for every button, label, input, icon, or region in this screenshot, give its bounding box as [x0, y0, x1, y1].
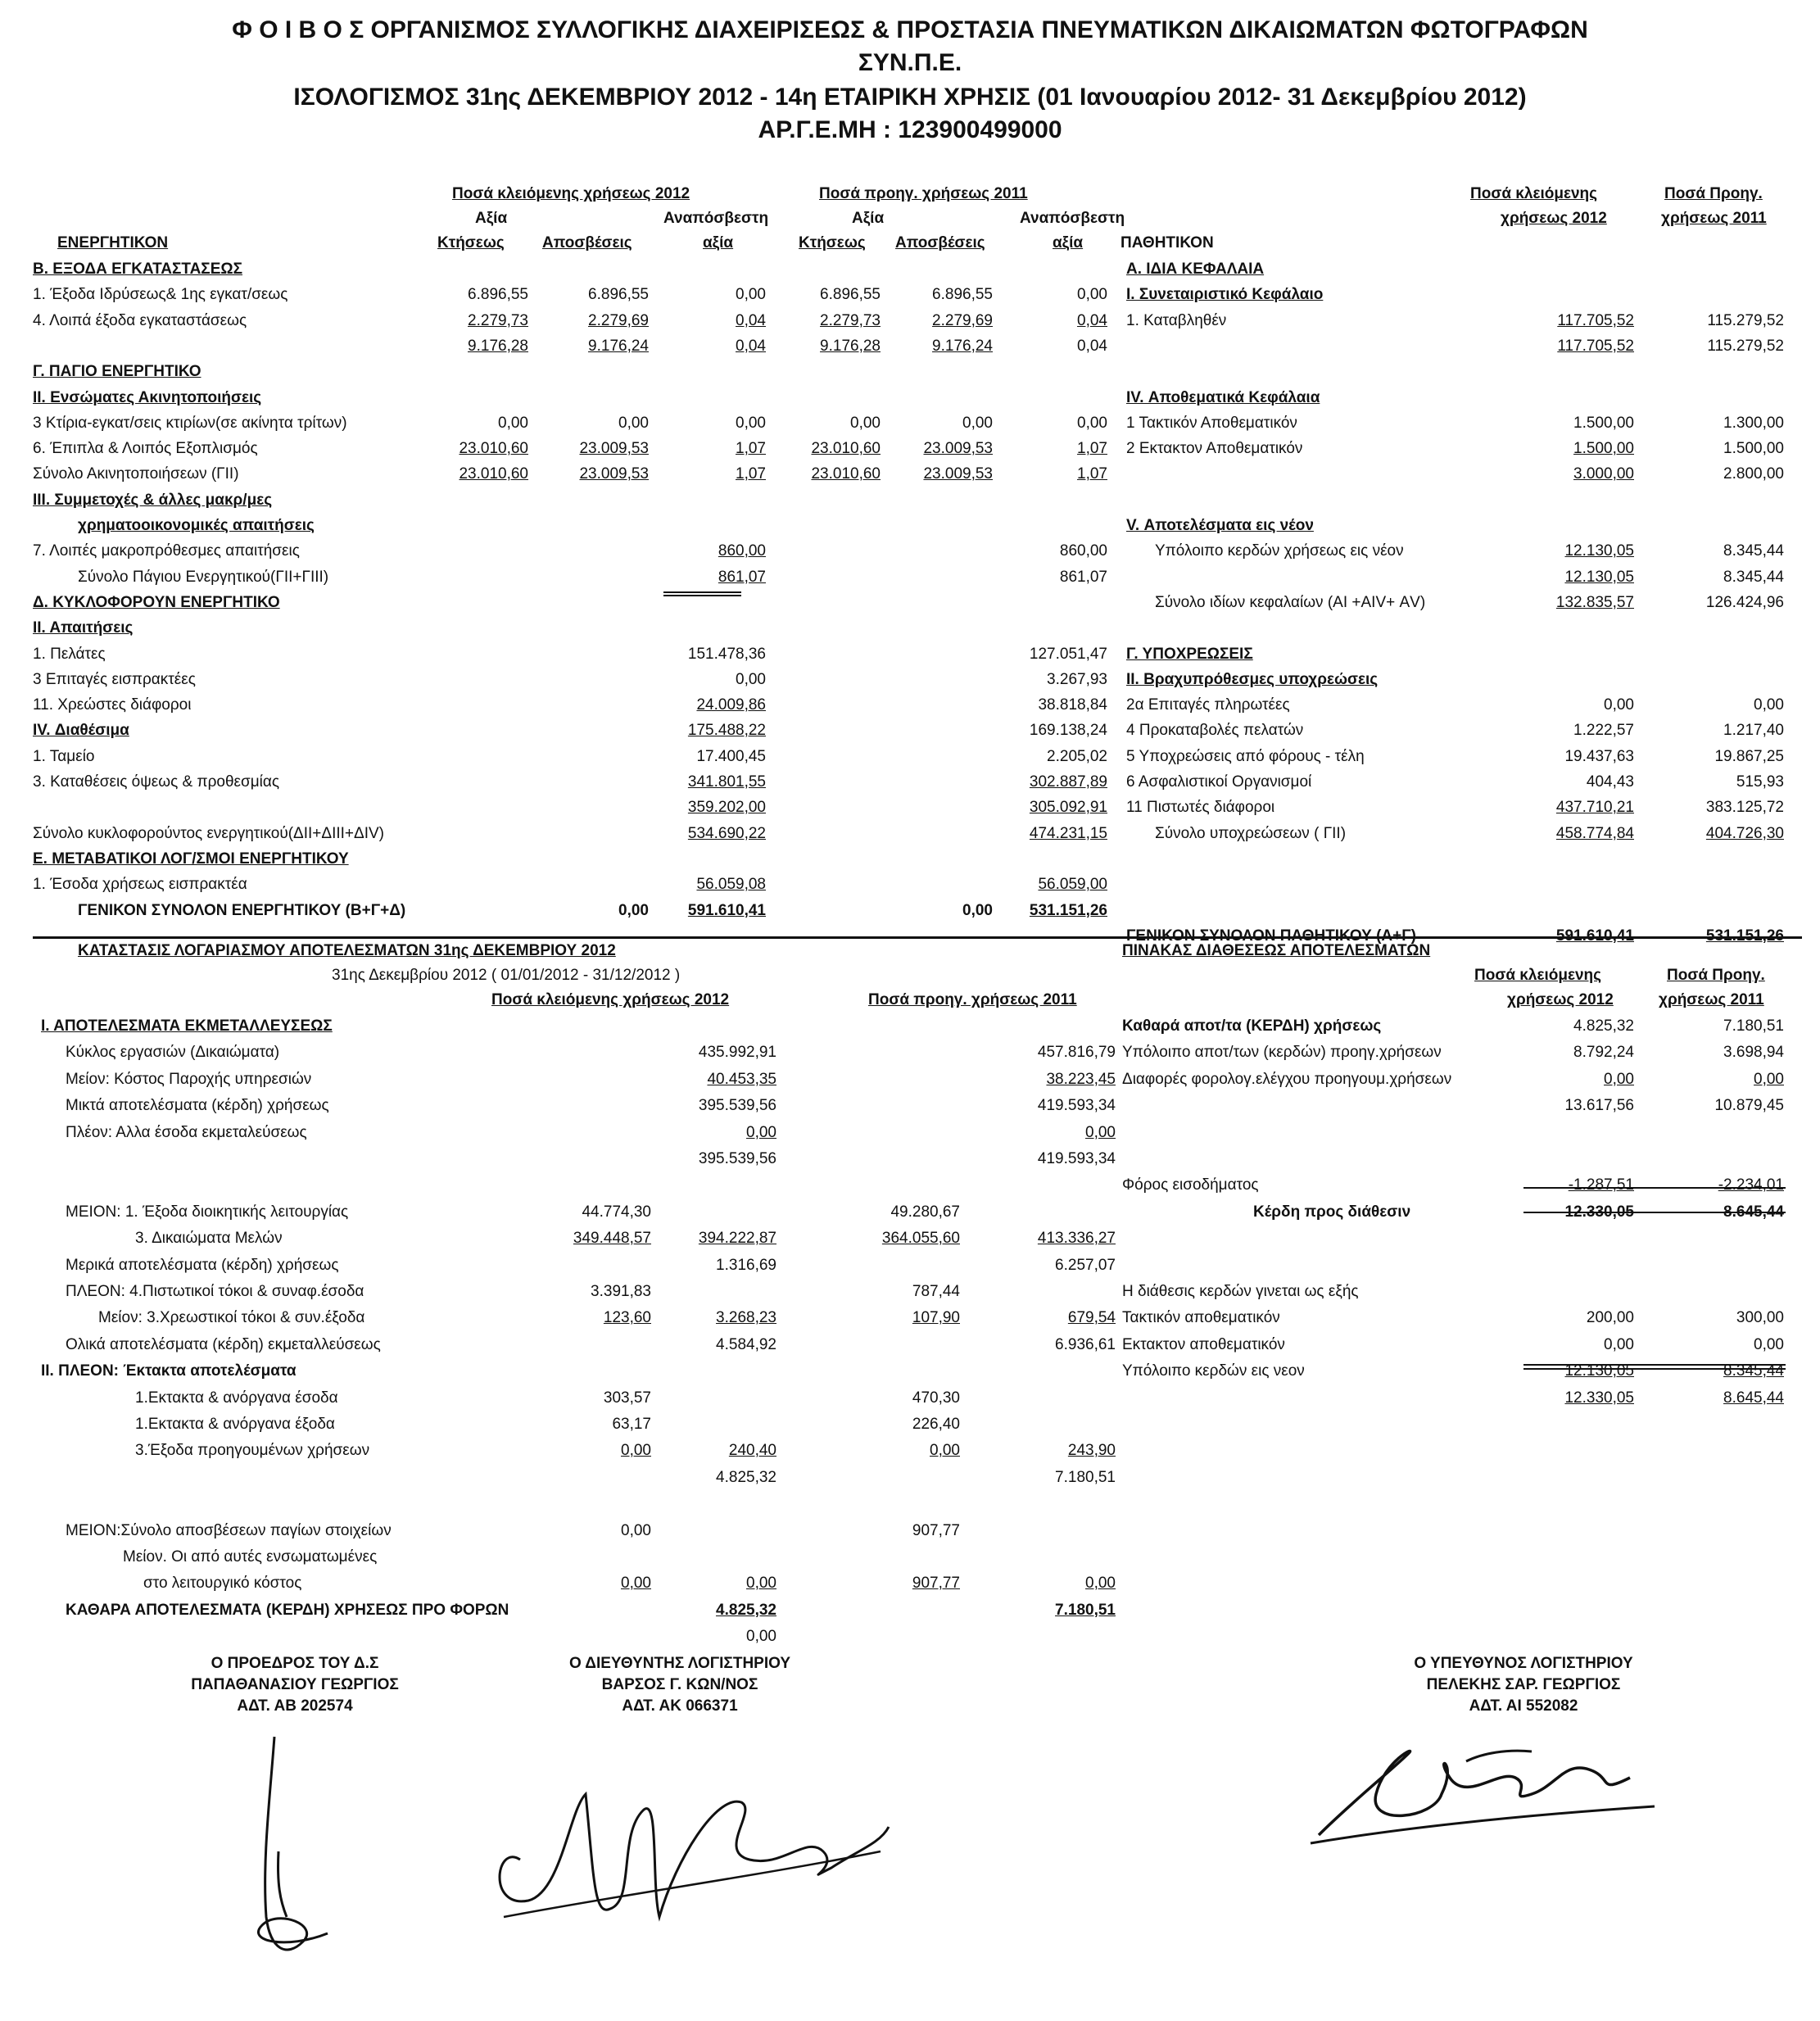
- assets-rows-label: Δ. ΚΥΚΛΟΦΟΡΟΥΝ ΕΝΕΡΓΗΤΙΚΟ: [33, 593, 280, 611]
- sig-president-id: ΑΔΤ. ΑΒ 202574: [237, 1697, 353, 1715]
- results-rows-value: 419.593,34: [1037, 1097, 1116, 1115]
- liab-rows-value: 117.705,52: [1557, 311, 1634, 329]
- results-rows-value: 907,77: [912, 1575, 960, 1593]
- assets-rows-value: 0,00: [736, 414, 766, 432]
- col-group-2011: Ποσά προηγ. χρήσεως 2011: [819, 185, 1028, 202]
- dist-col-2012-a: Ποσά κλειόμενης: [1474, 967, 1602, 984]
- assets-rows-value: 151.478,36: [687, 645, 766, 663]
- dist-rows-value: 8.792,24: [1573, 1044, 1634, 1062]
- assets-rows-label: χρηματοοικονομικές απαιτήσεις: [78, 517, 315, 534]
- assets-rows-value: 1,07: [1077, 440, 1107, 458]
- assets-rows-label: 1. Έξοδα Ιδρύσεως& 1ης εγκατ/σεως: [33, 286, 288, 304]
- dist-rows-value: 7.180,51: [1723, 1017, 1784, 1035]
- results-rows-value: 7.180,51: [1055, 1468, 1116, 1486]
- dist-col-2011-b: χρήσεως 2011: [1659, 991, 1764, 1008]
- handwritten-signature-president: [229, 1729, 344, 1966]
- assets-rows-value: 0,04: [736, 311, 766, 329]
- assets-rows-value: 591.610,41: [687, 901, 766, 919]
- assets-rows-value: 9.176,28: [468, 337, 528, 355]
- assets-title: ΕΝΕΡΓΗΤΙΚΟΝ: [57, 234, 169, 251]
- col-axia-2011: Αξία: [852, 210, 885, 227]
- col-ktiseos-2012: Κτήσεως: [437, 234, 505, 251]
- assets-rows-label: 3. Καταθέσεις όψεως & προθεσμίας: [33, 773, 280, 791]
- liab-rows-label: 4 Προκαταβολές πελατών: [1126, 722, 1304, 740]
- results-rows-value: 395.539,56: [698, 1097, 776, 1115]
- assets-total-rule: [663, 591, 741, 593]
- dist-rows-value: 10.879,45: [1714, 1097, 1784, 1115]
- results-subtitle: 31ης Δεκεμβρίου 2012 ( 01/01/2012 - 31/12/2012 ): [332, 967, 681, 984]
- results-rows-value: 413.336,27: [1037, 1230, 1116, 1248]
- assets-rows-value: 169.138,24: [1029, 722, 1107, 740]
- section-divider: [33, 936, 1802, 939]
- dist-col-2012-b: χρήσεως 2012: [1507, 991, 1614, 1008]
- liab-rows-label: Ι. Συνεταιριστικό Κεφάλαιο: [1126, 286, 1324, 304]
- results-rows-label: ΚΑΘΑΡΑ ΑΠΟΤΕΛΕΣΜΑΤΑ (ΚΕΡΔΗ) ΧΡΗΣΕΩΣ ΠΡΟ ΦΟΡΩΝ: [66, 1601, 509, 1619]
- results-rows-value: 787,44: [912, 1283, 960, 1300]
- results-rows-value: 470,30: [912, 1389, 960, 1407]
- assets-rows-label: Ε. ΜΕΤΑΒΑΤΙΚΟΙ ΛΟΓ/ΣΜΟΙ ΕΝΕΡΓΗΤΙΚΟΥ: [33, 850, 349, 868]
- assets-rows-value: 38.818,84: [1038, 696, 1107, 714]
- dist-rows-value: 3.698,94: [1723, 1044, 1784, 1062]
- assets-rows-value: 0,00: [618, 901, 649, 919]
- assets-rows-value: 2.279,69: [588, 311, 649, 329]
- liab-rows-value: 2.800,00: [1723, 465, 1784, 483]
- results-rows-value: 0,00: [621, 1575, 651, 1593]
- results-rows-value: 107,90: [912, 1309, 960, 1327]
- results-rows-label: 3.Έξοδα προηγουμένων χρήσεων: [135, 1442, 370, 1460]
- assets-rows-value: 860,00: [1059, 542, 1107, 560]
- liab-rows-value: 531.151,26: [1705, 927, 1784, 945]
- results-rows-value: 364.055,60: [881, 1230, 960, 1248]
- liab-rows-label: 2α Επιταγές πληρωτέες: [1126, 696, 1290, 714]
- liab-rows-value: 591.610,41: [1555, 927, 1634, 945]
- assets-rows-label: ΙΙΙ. Συμμετοχές & άλλες μακρ/μες: [33, 491, 273, 509]
- liab-rows-value: 126.424,96: [1705, 593, 1784, 611]
- dist-rows-value: 4.825,32: [1573, 1017, 1634, 1035]
- liab-rows-label: V. Αποτελέσματα εις νέον: [1126, 517, 1314, 534]
- results-rows-label: 3. Δικαιώματα Μελών: [135, 1230, 283, 1248]
- liab-rows-value: 19.867,25: [1714, 747, 1784, 765]
- liab-rows-label: 1 Τακτικόν Αποθεματικόν: [1126, 414, 1297, 432]
- assets-rows-value: 0,00: [1077, 286, 1107, 304]
- results-rows-value: 0,00: [621, 1442, 651, 1460]
- assets-rows-value: 0,00: [850, 414, 881, 432]
- sig-president-name: ΠΑΠΑΘΑΝΑΣΙΟΥ ΓΕΩΡΓΙΟΣ: [191, 1676, 399, 1693]
- results-rows-label: Μείον: 3.Χρεωστικοί τόκοι & συν.έξοδα: [98, 1309, 365, 1327]
- results-rows-value: 4.584,92: [716, 1335, 776, 1353]
- liab-rows-label: 2 Εκτακτον Αποθεματικόν: [1126, 440, 1303, 458]
- results-rows-value: 303,57: [603, 1389, 651, 1407]
- liab-rows-value: 12.130,05: [1564, 568, 1634, 586]
- results-rows-value: 0,00: [1085, 1123, 1116, 1141]
- col-aposv-2012: Αποσβέσεις: [542, 234, 632, 251]
- liab-rows-value: 3.000,00: [1573, 465, 1634, 483]
- assets-rows-value: 23.009,53: [923, 440, 993, 458]
- liab-rows-value: 404,43: [1586, 773, 1634, 791]
- results-rows-value: 0,00: [746, 1628, 776, 1646]
- sig-accountant-role: Ο ΥΠΕΥΘΥΝΟΣ ΛΟΓΙΣΤΗΡΙΟΥ: [1414, 1655, 1633, 1672]
- assets-rows-label: 1. Πελάτες: [33, 645, 106, 663]
- col-anap2-2011: αξία: [1053, 234, 1084, 251]
- dist-rows-value: -2.234,01: [1718, 1176, 1784, 1194]
- assets-rows-value: 6.896,55: [468, 286, 528, 304]
- liab-rows-value: 1.500,00: [1723, 440, 1784, 458]
- dist-rows-label: Τακτικόν αποθεματικόν: [1122, 1309, 1280, 1327]
- results-rows-value: 40.453,35: [707, 1070, 776, 1088]
- liab-rows-value: 1.222,57: [1573, 722, 1634, 740]
- results-rows-label: Μικτά αποτελέσματα (κέρδη) χρήσεως: [66, 1097, 329, 1115]
- results-rows-value: 3.391,83: [591, 1283, 651, 1300]
- assets-rows-value: 860,00: [718, 542, 766, 560]
- doc-title-line3: ΙΣΟΛΟΓΙΣΜΟΣ 31ης ΔΕΚΕΜΒΡΙΟΥ 2012 - 14η ΕΤΑΙΡΙΚΗ ΧΡΗΣΙΣ (01 Ιανουαρίου 2012- 31 Δεκεμβρίου 2012): [293, 84, 1527, 111]
- liab-rows-label: 5 Υποχρεώσεις από φόρους - τέλη: [1126, 747, 1365, 765]
- assets-rows-value: 9.176,24: [588, 337, 649, 355]
- results-rows-label: ΠΛΕΟΝ: 4.Πιστωτικοί τόκοι & συναφ.έσοδα: [66, 1283, 364, 1300]
- col-aposv-2011: Αποσβέσεις: [895, 234, 985, 251]
- results-rows-label: στο λειτουργικό κόστος: [143, 1575, 302, 1593]
- sig-accountant-id: ΑΔΤ. ΑΙ 552082: [1469, 1697, 1578, 1715]
- assets-rows-label: Β. ΕΞΟΔΑ ΕΓΚΑΤΑΣΤΑΣΕΩΣ: [33, 261, 243, 278]
- dist-rule-3: [1523, 1364, 1786, 1366]
- dist-rows-value: 12.130,05: [1564, 1362, 1634, 1380]
- results-rows-value: 349.448,57: [573, 1230, 651, 1248]
- assets-rows-value: 305.092,91: [1029, 799, 1107, 817]
- handwritten-signature-director: [471, 1761, 897, 1925]
- results-rows-label: 1.Εκτακτα & ανόργανα έξοδα: [135, 1416, 335, 1433]
- assets-rows-label: 1. Έσοδα χρήσεως εισπρακτέα: [33, 876, 247, 894]
- assets-rows-value: 861,07: [718, 568, 766, 586]
- dist-rule-2: [1523, 1212, 1786, 1213]
- liab-rows-value: 8.345,44: [1723, 568, 1784, 586]
- results-rows-value: 123,60: [603, 1309, 651, 1327]
- assets-rows-value: 359.202,00: [687, 799, 766, 817]
- results-title: ΚΑΤΑΣΤΑΣΙΣ ΛΟΓΑΡΙΑΣΜΟΥ ΑΠΟΤΕΛΕΣΜΑΤΩΝ 31ης ΔΕΚΕΜΒΡΙΟΥ 2012: [78, 942, 616, 959]
- results-col-2012: Ποσά κλειόμενης χρήσεως 2012: [491, 991, 730, 1008]
- assets-rows-value: 6.896,55: [588, 286, 649, 304]
- assets-rows-value: 0,00: [736, 670, 766, 688]
- sig-director-id: ΑΔΤ. ΑΚ 066371: [622, 1697, 738, 1715]
- liab-rows-value: 19.437,63: [1564, 747, 1634, 765]
- liab-rows-value: 0,00: [1754, 696, 1784, 714]
- liab-rows-label: 1. Καταβληθέν: [1126, 311, 1227, 329]
- assets-rows-value: 24.009,86: [696, 696, 766, 714]
- assets-rows-label: 11. Χρεώστες διάφοροι: [33, 696, 192, 714]
- dist-rows-value: 0,00: [1754, 1335, 1784, 1353]
- liab-col-2011-b: χρήσεως 2011: [1661, 210, 1767, 227]
- liab-rows-value: 1.500,00: [1573, 440, 1634, 458]
- assets-rows-value: 2.205,02: [1047, 747, 1107, 765]
- liab-rows-label: Σύνολο ιδίων κεφαλαίων (ΑΙ +ΑΙV+ ΑV): [1155, 593, 1426, 611]
- results-rows-value: 1.316,69: [716, 1256, 776, 1274]
- assets-rows-value: 341.801,55: [687, 773, 766, 791]
- signature-block-president: [147, 1653, 442, 1717]
- liabilities-title: ΠΑΘΗΤΙΚΟΝ: [1121, 234, 1214, 251]
- results-rows-value: 0,00: [1085, 1575, 1116, 1593]
- liab-rows-label: Υπόλοιπο κερδών χρήσεως εις νέον: [1155, 542, 1404, 560]
- results-rows-value: 0,00: [746, 1123, 776, 1141]
- assets-rows-value: 3.267,93: [1047, 670, 1107, 688]
- liab-rows-label: Σύνολο υποχρεώσεων ( ΓΙΙ): [1155, 824, 1347, 842]
- dist-rows-label: Φόρος εισοδήματος: [1122, 1176, 1259, 1194]
- dist-rows-value: 300,00: [1736, 1309, 1784, 1327]
- assets-rows-value: 474.231,15: [1029, 824, 1107, 842]
- results-rows-label: Μερικά αποτελέσματα (κέρδη) χρήσεως: [66, 1256, 339, 1274]
- results-rows-label: ΜΕΙΟΝ:Σύνολο αποσβέσεων παγίων στοιχείων: [66, 1521, 392, 1539]
- results-rows-value: 44.774,30: [582, 1203, 651, 1221]
- liab-rows-value: 458.774,84: [1555, 824, 1634, 842]
- assets-rows-label: ΙΙ. Ενσώματες Ακινητοποιήσεις: [33, 388, 262, 406]
- col-anap2-2012: αξία: [703, 234, 734, 251]
- results-rows-value: 4.825,32: [716, 1601, 776, 1619]
- assets-rows-value: 23.010,60: [459, 440, 528, 458]
- results-rows-value: 679,54: [1067, 1309, 1116, 1327]
- assets-rows-label: Σύνολο Ακινητοποιήσεων (ΓΙΙ): [33, 465, 239, 483]
- assets-rows-value: 1,07: [736, 440, 766, 458]
- liab-rows-value: 437.710,21: [1555, 799, 1634, 817]
- results-rows-label: Μείον. Οι από αυτές ενσωματωμένες: [123, 1548, 378, 1566]
- results-rows-label: ΜΕΙΟΝ: 1. Έξοδα διοικητικής λειτουργίας: [66, 1203, 349, 1221]
- assets-rows-value: 531.151,26: [1029, 901, 1107, 919]
- results-rows-value: 907,77: [912, 1521, 960, 1539]
- dist-rows-value: 13.617,56: [1564, 1097, 1634, 1115]
- assets-rows-value: 0,00: [736, 286, 766, 304]
- results-rows-value: 38.223,45: [1046, 1070, 1116, 1088]
- results-rows-value: 6.257,07: [1055, 1256, 1116, 1274]
- handwritten-signature-accountant: [1286, 1729, 1679, 1851]
- results-rows-value: 4.825,32: [716, 1468, 776, 1486]
- assets-rows-value: 0,00: [618, 414, 649, 432]
- assets-rows-label: IV. Διαθέσιμα: [33, 722, 129, 740]
- dist-rows-label: Εκτακτον αποθεματικόν: [1122, 1335, 1285, 1353]
- liab-rows-label: IV. Αποθεματικά Κεφάλαια: [1126, 388, 1320, 406]
- dist-rows-label: Καθαρά αποτ/τα (ΚΕΡΔΗ) χρήσεως: [1122, 1017, 1382, 1035]
- dist-rule-1: [1523, 1187, 1786, 1189]
- dist-rows-value: 8.645,44: [1723, 1203, 1784, 1221]
- liab-rows-value: 515,93: [1736, 773, 1784, 791]
- assets-rows-value: 9.176,24: [932, 337, 993, 355]
- liab-rows-value: 117.705,52: [1557, 337, 1634, 355]
- col-anap-2011: Αναπόσβεστη: [1020, 210, 1125, 227]
- liab-rows-value: 12.130,05: [1564, 542, 1634, 560]
- liab-rows-value: 115.279,52: [1707, 311, 1784, 329]
- assets-rows-label: 7. Λοιπές μακροπρόθεσμες απαιτήσεις: [33, 542, 300, 560]
- assets-rows-value: 861,07: [1059, 568, 1107, 586]
- dist-rows-value: 12.330,05: [1564, 1203, 1634, 1221]
- liab-col-2012-b: χρήσεως 2012: [1501, 210, 1607, 227]
- col-ktiseos-2011: Κτήσεως: [799, 234, 866, 251]
- results-rows-value: 243,90: [1067, 1442, 1116, 1460]
- dist-rows-label: Υπόλοιπο κερδών εις νεον: [1122, 1362, 1305, 1380]
- results-rows-value: 6.936,61: [1055, 1335, 1116, 1353]
- results-rows-label: Πλέον: Αλλα έσοδα εκμεταλεύσεως: [66, 1123, 307, 1141]
- assets-rows-value: 2.279,73: [468, 311, 528, 329]
- doc-title-line2: ΣΥΝ.Π.Ε.: [858, 49, 962, 76]
- dist-rows-value: 0,00: [1604, 1335, 1634, 1353]
- assets-rows-value: 23.010,60: [811, 465, 881, 483]
- assets-rows-label: 1. Ταμείο: [33, 747, 95, 765]
- assets-rows-label: 3 Επιταγές εισπρακτέες: [33, 670, 196, 688]
- assets-rows-value: 9.176,28: [820, 337, 881, 355]
- assets-rows-value: 0,00: [962, 901, 993, 919]
- assets-rows-value: 0,00: [498, 414, 528, 432]
- sig-director-name: ΒΑΡΣΟΣ Γ. ΚΩΝ/ΝΟΣ: [601, 1676, 758, 1693]
- signature-block-accountant: [1360, 1653, 1687, 1717]
- assets-rows-value: 23.009,53: [579, 465, 649, 483]
- liab-rows-label: ΙΙ. Βραχυπρόθεσμες υποχρεώσεις: [1126, 670, 1379, 688]
- dist-rows-value: 12.330,05: [1564, 1389, 1634, 1407]
- liab-rows-label: 6 Ασφαλιστικοί Οργανισμοί: [1126, 773, 1312, 791]
- assets-rows-label: ΓΕΝΙΚΟΝ ΣΥΝΟΛΟΝ ΕΝΕΡΓΗΤΙΚΟΥ (Β+Γ+Δ): [78, 901, 406, 919]
- results-rows-value: 0,00: [746, 1575, 776, 1593]
- assets-rows-value: 127.051,47: [1029, 645, 1107, 663]
- assets-rows-label: 6. Έπιπλα & Λοιπός Εξοπλισμός: [33, 440, 258, 458]
- dist-rows-value: -1.287,51: [1568, 1176, 1634, 1194]
- results-rows-value: 457.816,79: [1037, 1044, 1116, 1062]
- dist-rows-value: 200,00: [1586, 1309, 1634, 1327]
- results-rows-value: 240,40: [728, 1442, 776, 1460]
- sig-accountant-name: ΠΕΛΕΚΗΣ ΣΑΡ. ΓΕΩΡΓΙΟΣ: [1426, 1676, 1621, 1693]
- assets-rows-value: 23.009,53: [579, 440, 649, 458]
- assets-rows-value: 0,04: [1077, 311, 1107, 329]
- dist-rows-value: 0,00: [1754, 1070, 1784, 1088]
- liab-rows-label: 11 Πιστωτές διάφοροι: [1126, 799, 1275, 817]
- liab-rows-value: 383.125,72: [1705, 799, 1784, 817]
- doc-title-line4: ΑΡ.Γ.Ε.ΜΗ : 123900499000: [758, 116, 1062, 143]
- assets-rows-label: Γ. ΠΑΓΙΟ ΕΝΕΡΓΗΤΙΚΟ: [33, 363, 201, 381]
- assets-rows-value: 534.690,22: [687, 824, 766, 842]
- assets-rows-value: 56.059,00: [1038, 876, 1107, 894]
- assets-rows-value: 56.059,08: [696, 876, 766, 894]
- sig-president-role: Ο ΠΡΟΕΔΡΟΣ ΤΟΥ Δ.Σ: [211, 1655, 379, 1672]
- assets-rows-value: 1,07: [736, 465, 766, 483]
- results-rows-label: Ι. ΑΠΟΤΕΛΕΣΜΑΤΑ ΕΚΜΕΤΑΛΛΕΥΣΕΩΣ: [41, 1017, 333, 1035]
- col-anap-2012: Αναπόσβεστη: [663, 210, 769, 227]
- signature-block-director: [516, 1653, 844, 1717]
- liab-rows-label: ΓΕΝΙΚΟΝ ΣΥΝΟΛΟΝ ΠΑΘΗΤΙΚΟΥ (Α+Γ): [1126, 927, 1416, 945]
- assets-rows-value: 0,04: [1077, 337, 1107, 355]
- results-rows-value: 226,40: [912, 1416, 960, 1433]
- liab-rows-value: 0,00: [1604, 696, 1634, 714]
- liab-rows-label: Γ. ΥΠΟΧΡΕΩΣΕΙΣ: [1126, 645, 1253, 663]
- assets-rows-value: 2.279,69: [932, 311, 993, 329]
- doc-title-line1: Φ Ο Ι Β Ο Σ ΟΡΓΑΝΙΣΜΟΣ ΣΥΛΛΟΓΙΚΗΣ ΔΙΑΧΕΙΡΙΣΕΩΣ & ΠΡΟΣΤΑΣΙΑ ΠΝΕΥΜΑΤΙΚΩΝ ΔΙΚΑΙΩΜΑΤΩΝ ΦΩΤΟΓΡΑΦΩΝ: [232, 16, 1588, 43]
- assets-rows-label: 4. Λοιπά έξοδα εγκαταστάσεως: [33, 311, 247, 329]
- col-group-2012: Ποσά κλειόμενης χρήσεως 2012: [452, 185, 690, 202]
- assets-rows-value: 0,00: [1077, 414, 1107, 432]
- results-rows-label: Ολικά αποτελέσματα (κέρδη) εκμεταλλεύσεως: [66, 1335, 381, 1353]
- results-rows-value: 0,00: [621, 1521, 651, 1539]
- dist-rows-label: Διαφορές φορολογ.ελέγχου προηγουμ.χρήσεων: [1122, 1070, 1452, 1088]
- sig-director-role: Ο ΔΙΕΥΘΥΝΤΗΣ ΛΟΓΙΣΤΗΡΙΟΥ: [568, 1655, 791, 1672]
- results-rows-label: ΙΙ. ΠΛΕΟΝ: Έκτακτα αποτελέσματα: [41, 1362, 297, 1380]
- results-rows-value: 7.180,51: [1055, 1601, 1116, 1619]
- dist-rows-label: Κέρδη προς διάθεσιν: [1253, 1203, 1411, 1221]
- results-rows-label: 1.Εκτακτα & ανόργανα έσοδα: [135, 1389, 338, 1407]
- results-rows-label: Μείον: Κόστος Παροχής υπηρεσιών: [66, 1070, 312, 1088]
- assets-rows-value: 1,07: [1077, 465, 1107, 483]
- assets-total-rule-2: [663, 595, 741, 596]
- liab-rows-value: 8.345,44: [1723, 542, 1784, 560]
- assets-rows-value: 6.896,55: [820, 286, 881, 304]
- liab-rows-value: 132.835,57: [1555, 593, 1634, 611]
- results-col-2011: Ποσά προηγ. χρήσεως 2011: [868, 991, 1077, 1008]
- assets-rows-value: 23.009,53: [923, 465, 993, 483]
- results-rows-label: Κύκλος εργασιών (Δικαιώματα): [66, 1044, 280, 1062]
- dist-rule-4: [1523, 1368, 1786, 1370]
- liab-rows-value: 1.217,40: [1723, 722, 1784, 740]
- dist-rows-value: 8.345,44: [1723, 1362, 1784, 1380]
- results-rows-value: 3.268,23: [716, 1309, 776, 1327]
- results-rows-value: 419.593,34: [1037, 1150, 1116, 1167]
- dist-col-2011-a: Ποσά Προηγ.: [1667, 967, 1765, 984]
- assets-rows-label: Σύνολο Πάγιου Ενεργητικού(ΓΙΙ+ΓΙΙΙ): [78, 568, 329, 586]
- liab-rows-value: 115.279,52: [1707, 337, 1784, 355]
- assets-rows-value: 2.279,73: [820, 311, 881, 329]
- assets-rows-value: 6.896,55: [932, 286, 993, 304]
- dist-rows-label: Υπόλοιπο αποτ/των (κερδών) προηγ.χρήσεων: [1122, 1044, 1442, 1062]
- assets-rows-value: 0,04: [736, 337, 766, 355]
- results-rows-value: 394.222,87: [698, 1230, 776, 1248]
- assets-rows-label: 3 Κτίρια-εγκατ/σεις κτιρίων(σε ακίνητα τρίτων): [33, 414, 347, 432]
- dist-rows-value: 8.645,44: [1723, 1389, 1784, 1407]
- distribution-title: ΠΙΝΑΚΑΣ ΔΙΑΘΕΣΕΩΣ ΑΠΟΤΕΛΕΣΜΑΤΩΝ: [1122, 942, 1431, 959]
- assets-rows-value: 175.488,22: [687, 722, 766, 740]
- liab-rows-label: Α. ΙΔΙΑ ΚΕΦΑΛΑΙΑ: [1126, 261, 1265, 278]
- results-rows-value: 395.539,56: [698, 1150, 776, 1167]
- assets-rows-value: 17.400,45: [696, 747, 766, 765]
- assets-rows-label: Σύνολο κυκλοφορούντος ενεργητικού(ΔΙΙ+ΔΙΙΙ+ΔΙV): [33, 824, 384, 842]
- results-rows-value: 0,00: [930, 1442, 960, 1460]
- assets-rows-value: 0,00: [962, 414, 993, 432]
- assets-rows-value: 23.010,60: [811, 440, 881, 458]
- liab-rows-value: 1.300,00: [1723, 414, 1784, 432]
- assets-rows-value: 23.010,60: [459, 465, 528, 483]
- dist-rows-value: 0,00: [1604, 1070, 1634, 1088]
- results-rows-value: 435.992,91: [698, 1044, 776, 1062]
- results-rows-value: 49.280,67: [890, 1203, 960, 1221]
- liab-rows-value: 1.500,00: [1573, 414, 1634, 432]
- liab-col-2012-a: Ποσά κλειόμενης: [1470, 185, 1598, 202]
- liab-rows-value: 404.726,30: [1705, 824, 1784, 842]
- dist-rows-label: Η διάθεσις κερδών γινεται ως εξής: [1122, 1283, 1359, 1300]
- assets-rows-value: 302.887,89: [1029, 773, 1107, 791]
- col-axia-2012: Αξία: [475, 210, 508, 227]
- results-rows-value: 63,17: [612, 1416, 651, 1433]
- liab-col-2011-a: Ποσά Προηγ.: [1664, 185, 1763, 202]
- assets-rows-label: ΙΙ. Απαιτήσεις: [33, 619, 134, 637]
